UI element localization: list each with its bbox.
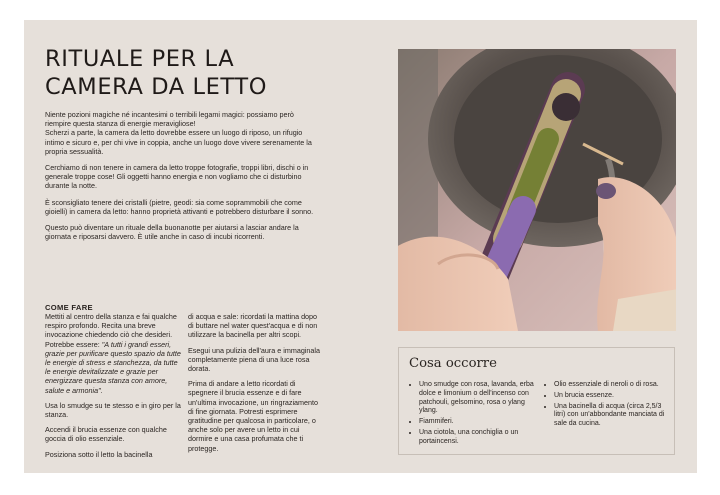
instruction-paragraph — [45, 312, 181, 395]
instruction-paragraph: Prima di andare a letto ricordati di spegnere il brucia essenze e di fare un'ultima invocazione, un ringraziamento di fine giornata. Potresti esprimere gratitudine per qualcosa in particolare, o anche solo per avere un letto in cui dormire e una casa profumata che ti protegge. — [188, 379, 319, 453]
instruction-paragraph: di acqua e sale: ricordati la mattina dopo di buttare nel water quest'acqua e di non utilizzare la bacinella per altri scopi. — [188, 312, 318, 340]
supplies-list-1 — [409, 381, 537, 449]
cosa-occorre-box — [398, 347, 675, 455]
intro-line: Scherzi a parte, la camera da letto dovrebbe essere un luogo di riposo, un rifugio intimo e sicuro e, per chi vive in coppia, anche un luogo dove vivere serenamente la propria sessualità. — [45, 128, 312, 156]
title-line-2: CAMERA DA LETTO — [45, 74, 268, 100]
instruction-paragraph: Posiziona sotto il letto la bacinella — [45, 449, 153, 459]
intro-paragraph — [45, 110, 316, 156]
invocation-quote: "A tutti i grandi esseri, grazie per purificare questo spazio da tutte le energie di stress e stanchezza, da tutte le energie devitalizzate e grazie per energizzare questa stanza con amore, salute e armonia". — [45, 339, 181, 395]
list-item: • Una bacinella di acqua (circa 2,5/3 litri) con un'abbondante manciata di sale da cucina. — [554, 403, 674, 429]
instructions-column-2 — [188, 312, 324, 459]
title-line-1: RITUALE PER LA — [45, 46, 235, 72]
intro-paragraph: È sconsigliato tenere dei cristalli (pietre, geodi: sia come soprammobili che come gioielli) in camera da letto: hanno proprietà attivanti e potrebbero disturbare il sonno. — [45, 197, 314, 216]
instruction-text: Mettiti al centro della stanza e fai qualche respiro profondo. Recita una breve invocazione chiedendo ciò che desideri. Potrebbe essere: — [45, 312, 177, 349]
list-item: • Fiammiferi. — [419, 418, 537, 427]
smudge-stick-photo — [398, 49, 676, 331]
intro-text — [45, 110, 316, 248]
list-item: • Un brucia essenze. — [554, 392, 674, 401]
instruction-paragraph: Usa lo smudge su te stesso e in giro per la stanza. — [45, 400, 181, 420]
list-item: • Olio essenziale di neroli o di rosa. — [554, 381, 674, 390]
list-item: • Uno smudge con rosa, lavanda, erba dolce e limonium o dell'incenso con patchouli, gelsomino, rosa o ylang ylang. — [419, 381, 537, 416]
instruction-paragraph: Esegui una pulizia dell'aura e immaginala completamente piena di una luce rosa dorata. — [188, 345, 321, 374]
photo-illustration — [398, 49, 676, 331]
intro-paragraph: Questo può diventare un rituale della buonanotte per aiutarsi a lasciar andare la giornata e riposarsi davvero. È utile anche in caso di incubi ricorrenti. — [45, 223, 299, 242]
instructions-column-1 — [45, 312, 181, 465]
instruction-paragraph: Accendi il brucia essenze con qualche goccia di olio essenziale. — [45, 425, 167, 444]
intro-paragraph: Cerchiamo di non tenere in camera da letto troppe fotografie, troppi libri, dischi o in generale troppe cose! Gli oggetti hanno energia e non vogliamo che ci disturbino durante la notte. — [45, 163, 309, 191]
supplies-list-2 — [544, 381, 674, 431]
box-title: Cosa occorre — [409, 356, 497, 371]
intro-line: Niente pozioni magiche né incantesimi o terribili legami magici: possiamo però riempire questa stanza di energie meravigliose! — [45, 110, 294, 129]
page-spread — [24, 20, 697, 473]
section-heading-come-fare: COME FARE — [45, 303, 93, 312]
list-item: • Una ciotola, una conchiglia o un portaincensi. — [419, 429, 537, 447]
page-title — [45, 45, 345, 101]
